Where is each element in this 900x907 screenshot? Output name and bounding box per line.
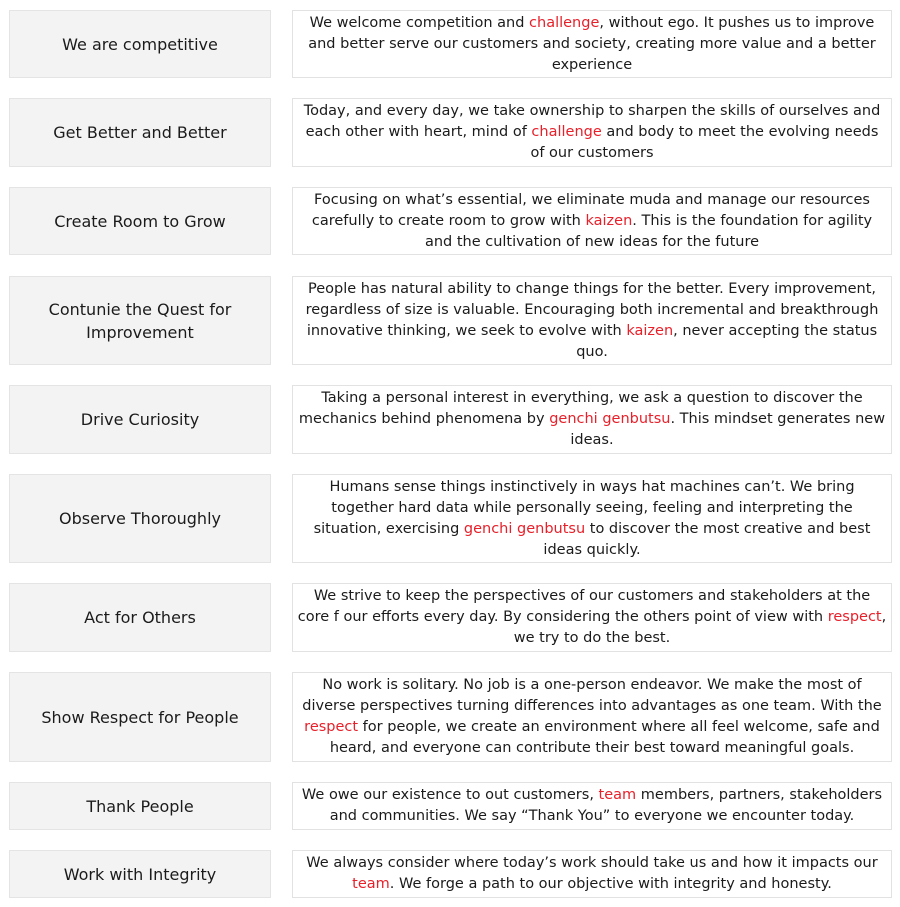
value-row [0, 672, 900, 762]
value-description-box [292, 782, 892, 830]
value-description [297, 477, 887, 561]
description-text: Today, and every day, we take ownership to sharpen the skills of ourselves and each other with heart, mind of [303, 103, 881, 140]
value-row [0, 385, 900, 454]
description-text: members, partners, stakeholders and communities. We say “Thank You” to everyone we encounter today. [329, 787, 883, 824]
value-description [297, 13, 887, 76]
value-title: We are competitive [9, 10, 271, 78]
value-description-box [292, 850, 892, 898]
value-description [297, 388, 887, 451]
description-text: . We forge a path to our objective with integrity and honesty. [389, 876, 832, 892]
highlighted-keyword: genchi genbutsu [463, 520, 586, 537]
value-title: Show Respect for People [9, 672, 271, 762]
highlighted-keyword: challenge [529, 14, 600, 31]
value-row [0, 474, 900, 563]
value-description-box [292, 385, 892, 454]
description-text: . This is the foundation for agility and the cultivation of new ideas for the future [424, 212, 873, 250]
highlighted-keyword: respect [304, 719, 359, 735]
highlighted-keyword: team [352, 876, 390, 892]
value-title: Create Room to Grow [9, 187, 271, 255]
value-description-box [292, 187, 892, 255]
description-text: We strive to keep the perspectives of our customers and stakeholders at the core f our efforts every day. By considering the others point of view with [297, 588, 871, 625]
value-description [297, 785, 887, 827]
value-row [0, 187, 900, 255]
value-title: Act for Others [9, 583, 271, 652]
value-description-box [292, 474, 892, 563]
value-description-box [292, 276, 892, 365]
value-title: Get Better and Better [9, 98, 271, 167]
description-text: , without ego. It pushes us to improve and better serve our customers and society, creating more value and a better experience [308, 14, 876, 73]
highlighted-keyword: kaizen [626, 322, 674, 339]
value-description [297, 675, 887, 759]
description-text: . This mindset generates new ideas. [570, 411, 886, 448]
description-text: Focusing on what’s essential, we eliminate muda and manage our resources carefully to create room to grow with [311, 191, 870, 229]
description-text: for people, we create an environment where all feel welcome, safe and heard, and everyone can contribute their best toward meaningful goals. [329, 719, 880, 756]
highlighted-keyword: challenge [531, 124, 602, 140]
description-text: No work is solitary. No job is a one-person endeavor. We make the most of diverse perspectives turning differences into advantages as one team. With the [302, 677, 882, 714]
value-title: Contunie the Quest for Improvement [9, 276, 271, 365]
value-row [0, 98, 900, 167]
value-title: Observe Thoroughly [9, 474, 271, 563]
value-description [297, 586, 887, 649]
highlighted-keyword: genchi genbutsu [549, 411, 671, 427]
value-row [0, 583, 900, 652]
value-description-box [292, 672, 892, 762]
description-text: , never accepting the status quo. [576, 322, 878, 360]
value-row [0, 10, 900, 78]
description-text: People has natural ability to change things for the better. Every improvement, regardless of size is valuable. Encouraging both incremental and breakthrough innovative thinking, we seek to evolve with [305, 280, 879, 339]
description-text: , we try to do the best. [513, 609, 887, 646]
value-row [0, 276, 900, 365]
value-description-box [292, 98, 892, 167]
description-text: We owe our existence to out customers, [301, 787, 599, 803]
value-description [297, 190, 887, 253]
value-description-box [292, 583, 892, 652]
value-title: Thank People [9, 782, 271, 830]
highlighted-keyword: kaizen [585, 212, 633, 229]
value-description [297, 101, 887, 164]
description-text: We welcome competition and [309, 14, 530, 31]
highlighted-keyword: team [598, 787, 637, 803]
value-title: Work with Integrity [9, 850, 271, 898]
value-row [0, 782, 900, 830]
highlighted-keyword: respect [827, 609, 882, 625]
description-text: and body to meet the evolving needs of our customers [530, 124, 879, 161]
value-description [297, 279, 887, 363]
value-title: Drive Curiosity [9, 385, 271, 454]
description-text: to discover the most creative and best ideas quickly. [543, 520, 871, 558]
description-text: Humans sense things instinctively in ways hat machines can’t. We bring together hard data while personally seeing, feeling and interpreting the situation, exercising [313, 478, 855, 537]
description-text: Taking a personal interest in everything, we ask a question to discover the mechanics behind phenomena by [298, 390, 863, 427]
description-text: We always consider where today’s work should take us and how it impacts our [306, 855, 878, 871]
value-description [297, 853, 887, 895]
value-row [0, 850, 900, 898]
value-description-box [292, 10, 892, 78]
